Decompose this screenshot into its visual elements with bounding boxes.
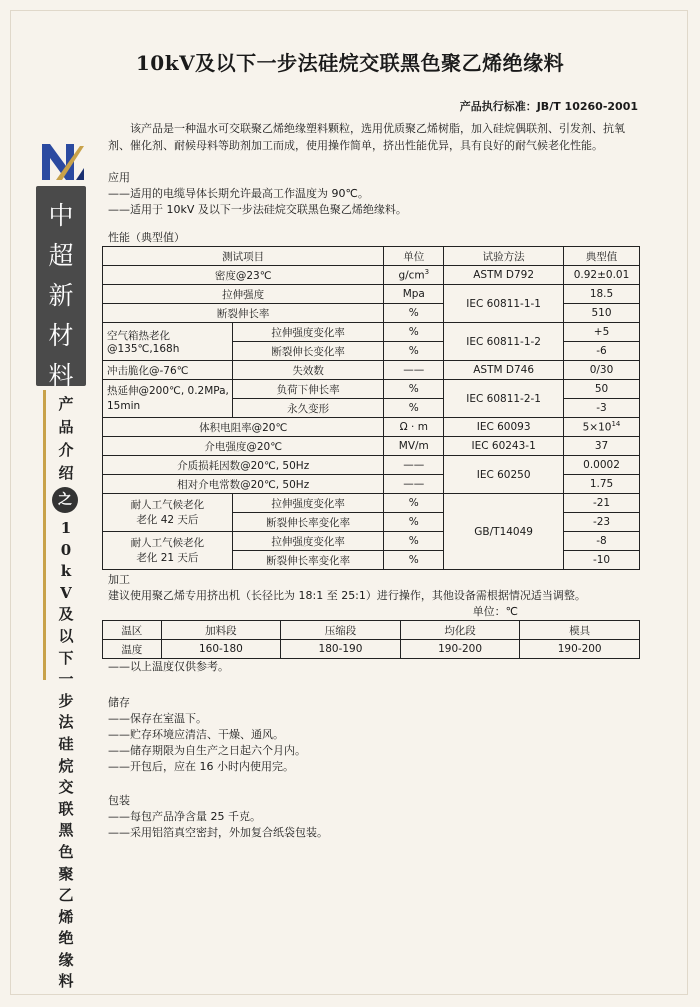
table-header-row <box>103 247 640 266</box>
application-line: ——适用于 10kV 及以下一步法硅烷交联黑色聚乙烯绝缘料。 <box>108 203 407 216</box>
table-row: 永久变形 % -3 <box>103 399 640 418</box>
processing-unit: 单位：℃ <box>472 605 518 618</box>
packaging-heading: 包装 <box>108 794 130 807</box>
table-row: 断裂伸长率变化率 % -10 <box>103 551 640 570</box>
table-row: 热延伸@200℃, 0.2MPa, 15min 负荷下伸长率 % IEC 60811-2-1 50 <box>103 380 640 399</box>
product-standard: 产品执行标准：JB/T 10260-2001 <box>459 100 638 113</box>
header-cell: 试验方法 <box>444 247 564 266</box>
table-row: 空气箱热老化@135℃,168h 拉伸强度变化率 % IEC 60811-1-2 +5 <box>103 323 640 342</box>
storage-line: ——贮存环境应清洁、干燥、通风。 <box>108 728 284 741</box>
document-content <box>108 120 638 841</box>
table-row: 介电强度@20℃ MV/m IEC 60243-1 37 <box>103 437 640 456</box>
table-row: 断裂伸长变化率 % -6 <box>103 342 640 361</box>
table-row: 耐人工气候老化 老化 21 天后 拉伸强度变化率 % -8 <box>103 532 640 551</box>
sidebar-intro-label: 产 品 介 绍 <box>58 395 74 482</box>
table-row: 介质损耗因数@20℃, 50Hz —— IEC 60250 0.0002 <box>103 456 640 475</box>
table-row: 拉伸强度 Mpa IEC 60811-1-1 18.5 <box>103 285 640 304</box>
table-row: 温度 160-180 180-190 190-200 190-200 <box>103 640 640 659</box>
temperature-table <box>102 620 640 659</box>
header-cell: 单位 <box>384 247 444 266</box>
table-row: 耐人工气候老化 老化 42 天后 拉伸强度变化率 % GB/T14049 -21 <box>103 494 640 513</box>
processing-text: 建议使用聚乙烯专用挤出机（长径比为 18:1 至 25:1）进行操作，其他设备需根据情况适当调整。 <box>108 589 586 602</box>
document-title: 10kV及以下一步法硅烷交联黑色聚乙烯绝缘料 <box>135 51 565 75</box>
table-row: 断裂伸长率变化率 % -23 <box>103 513 640 532</box>
performance-heading: 性能（典型值） <box>108 231 185 244</box>
accent-line <box>43 390 46 680</box>
performance-table <box>102 246 640 570</box>
table-row: 断裂伸长率 % 510 <box>103 304 640 323</box>
packaging-line: ——每包产品净含量 25 千克。 <box>108 810 261 823</box>
storage-line: ——储存期限为自生产之日起六个月内。 <box>108 744 306 757</box>
table-row: 冲击脆化@-76℃ 失效数 —— ASTM D746 0/30 <box>103 361 640 380</box>
company-logo-icon <box>36 140 86 182</box>
processing-note: ——以上温度仅供参考。 <box>108 660 229 673</box>
application-line: ——适用的电缆导体长期允许最高工作温度为 90℃。 <box>108 187 369 200</box>
sidebar-zhi-badge: 之 <box>52 487 78 513</box>
table-row: 体积电阻率@20℃ Ω · m IEC 60093 $5\times 10^{14}$ <box>103 418 640 437</box>
storage-line: ——保存在室温下。 <box>108 712 207 725</box>
table-row: 相对介电常数@20℃, 50Hz —— 1.75 <box>103 475 640 494</box>
header-cell: 测试项目 <box>103 247 384 266</box>
header-cell: 典型值 <box>564 247 640 266</box>
application-heading: 应用 <box>108 171 130 184</box>
intro-paragraph: 该产品是一种温水可交联聚乙烯绝缘塑料颗粒，选用优质聚乙烯树脂，加入硅烷偶联剂、引发剂、抗氧剂、催化剂、耐候母料等助剂加工而成，使用操作简单，挤出性能优异，具有良好的耐气候老化性能。 <box>108 122 625 152</box>
processing-heading: 加工 <box>108 573 130 586</box>
table-row: 密度@23℃ $g/cm^3$ ASTM D792 0.92±0.01 <box>103 266 640 285</box>
table-header-row: 温区 加料段 压缩段 均化段 模具 <box>103 621 640 640</box>
sidebar-product-name: 1 0 k V 及 以 下 一 步 法 硅 烷 交 联 黑 色 聚 乙 烯 绝 缘 料 <box>58 519 74 991</box>
storage-heading: 储存 <box>108 696 130 709</box>
brand-name: 中 超 新 材 料 <box>48 201 74 390</box>
storage-line: ——开包后，应在 16 小时内使用完。 <box>108 760 294 773</box>
packaging-line: ——采用铝箔真空密封，外加复合纸袋包装。 <box>108 826 328 839</box>
